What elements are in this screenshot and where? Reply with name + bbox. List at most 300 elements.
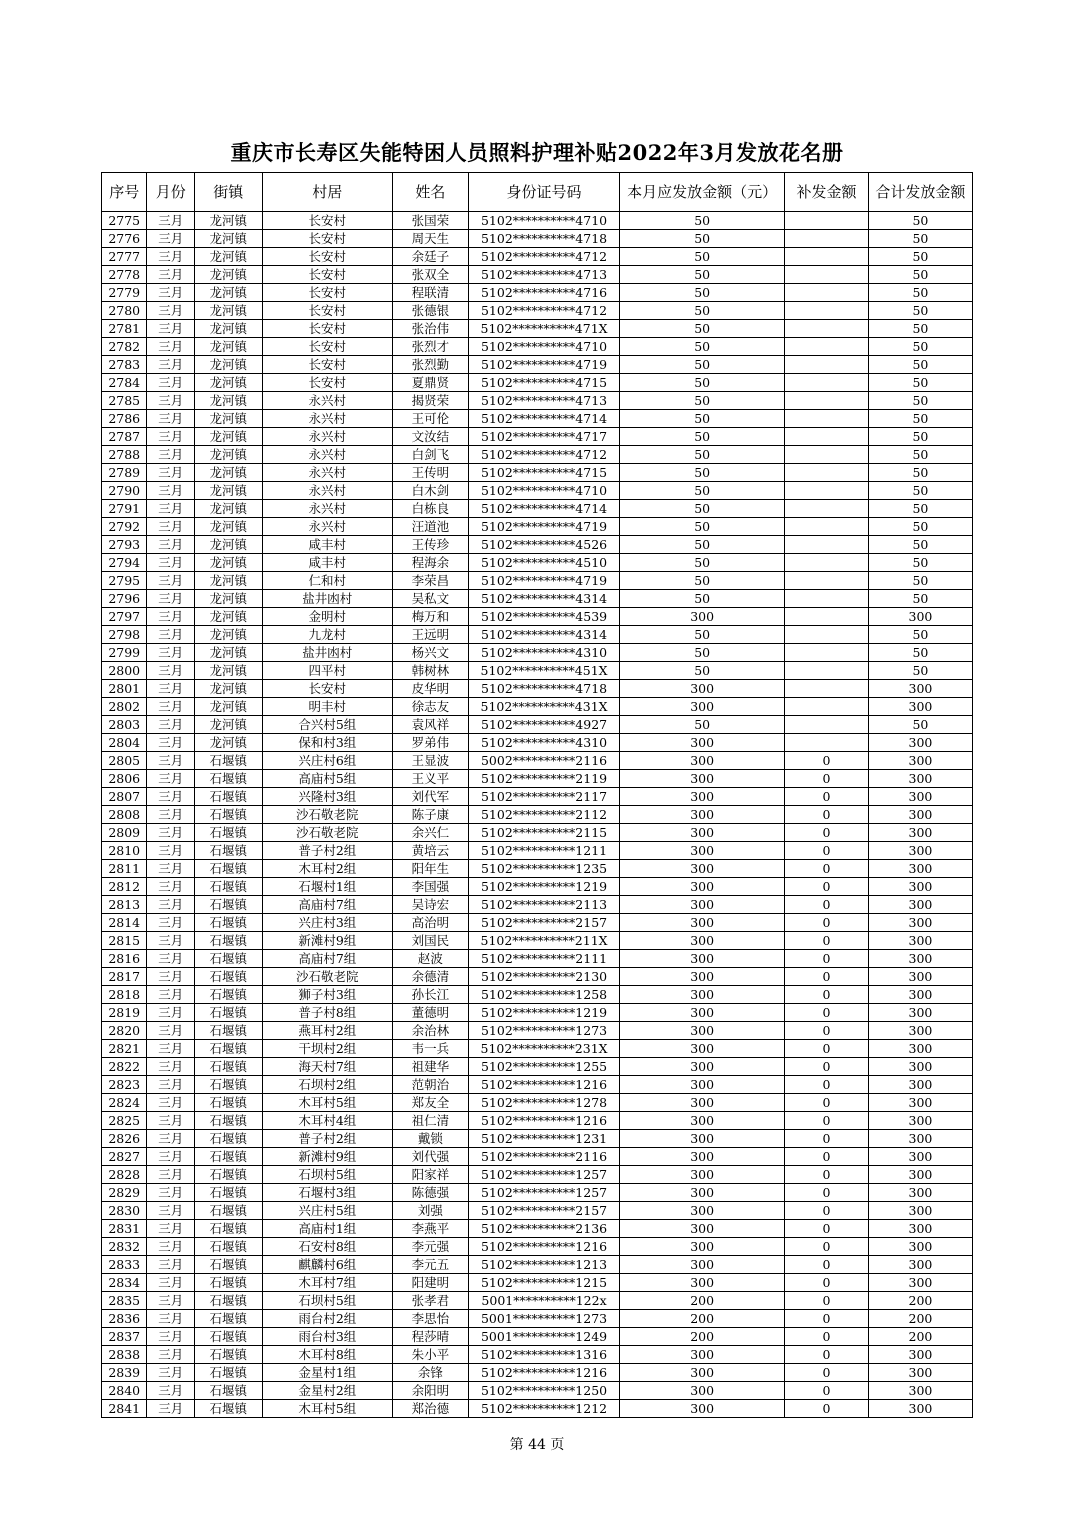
- cell-total: 50: [868, 626, 972, 644]
- cell-total: 50: [868, 410, 972, 428]
- cell-name: 余兴仁: [392, 824, 468, 842]
- cell-due: 300: [620, 1022, 785, 1040]
- cell-name: 白剑飞: [392, 446, 468, 464]
- cell-due: 50: [620, 302, 785, 320]
- cell-id: 5102**********4927: [468, 716, 620, 734]
- table-row: [102, 806, 973, 824]
- table-row: [102, 464, 973, 482]
- cell-village: 木耳村7组: [262, 1274, 392, 1292]
- cell-town: 石堰镇: [194, 1220, 262, 1238]
- cell-town: 龙河镇: [194, 320, 262, 338]
- cell-village: 木耳村4组: [262, 1112, 392, 1130]
- cell-seq: 2809: [102, 824, 147, 842]
- cell-name: 张烈才: [392, 338, 468, 356]
- cell-id: 5102**********1278: [468, 1094, 620, 1112]
- cell-town: 石堰镇: [194, 1328, 262, 1346]
- cell-seq: 2841: [102, 1400, 147, 1418]
- cell-due: 50: [620, 482, 785, 500]
- cell-id: 5102**********4714: [468, 410, 620, 428]
- cell-name: 祖仁清: [392, 1112, 468, 1130]
- cell-id: 5102**********4716: [468, 284, 620, 302]
- cell-total: 50: [868, 662, 972, 680]
- cell-total: 50: [868, 500, 972, 518]
- cell-village: 兴庄村5组: [262, 1202, 392, 1220]
- cell-town: 石堰镇: [194, 1400, 262, 1418]
- cell-due: 300: [620, 1274, 785, 1292]
- cell-id: 5102**********431X: [468, 698, 620, 716]
- cell-town: 龙河镇: [194, 518, 262, 536]
- cell-supplement: [785, 518, 869, 536]
- cell-due: 50: [620, 626, 785, 644]
- cell-due: 300: [620, 680, 785, 698]
- cell-seq: 2800: [102, 662, 147, 680]
- cell-due: 300: [620, 1130, 785, 1148]
- cell-month: 三月: [147, 1166, 194, 1184]
- cell-total: 300: [868, 608, 972, 626]
- cell-village: 永兴村: [262, 392, 392, 410]
- cell-name: 刘强: [392, 1202, 468, 1220]
- cell-id: 5102**********4310: [468, 734, 620, 752]
- table-row: [102, 212, 973, 230]
- cell-town: 龙河镇: [194, 356, 262, 374]
- cell-supplement: [785, 338, 869, 356]
- cell-village: 永兴村: [262, 464, 392, 482]
- cell-due: 50: [620, 392, 785, 410]
- cell-due: 50: [620, 464, 785, 482]
- cell-due: 50: [620, 536, 785, 554]
- cell-name: 李荣昌: [392, 572, 468, 590]
- cell-month: 三月: [147, 1346, 194, 1364]
- cell-id: 5102**********1215: [468, 1274, 620, 1292]
- cell-name: 皮华明: [392, 680, 468, 698]
- cell-name: 余廷子: [392, 248, 468, 266]
- cell-town: 龙河镇: [194, 266, 262, 284]
- cell-supplement: 0: [785, 770, 869, 788]
- table-row: [102, 500, 973, 518]
- cell-supplement: 0: [785, 1400, 869, 1418]
- cell-id: 5102**********1235: [468, 860, 620, 878]
- cell-month: 三月: [147, 302, 194, 320]
- cell-town: 石堰镇: [194, 1202, 262, 1220]
- table-row: [102, 1346, 973, 1364]
- cell-due: 300: [620, 932, 785, 950]
- cell-town: 龙河镇: [194, 302, 262, 320]
- cell-supplement: 0: [785, 1274, 869, 1292]
- cell-town: 石堰镇: [194, 752, 262, 770]
- cell-supplement: 0: [785, 1256, 869, 1274]
- cell-name: 刘国民: [392, 932, 468, 950]
- cell-due: 300: [620, 1058, 785, 1076]
- cell-town: 石堰镇: [194, 1058, 262, 1076]
- cell-village: 木耳村8组: [262, 1346, 392, 1364]
- cell-total: 50: [868, 284, 972, 302]
- cell-supplement: 0: [785, 1148, 869, 1166]
- cell-month: 三月: [147, 1202, 194, 1220]
- cell-town: 石堰镇: [194, 968, 262, 986]
- cell-name: 李燕平: [392, 1220, 468, 1238]
- cell-village: 仁和村: [262, 572, 392, 590]
- cell-town: 石堰镇: [194, 842, 262, 860]
- cell-due: 50: [620, 716, 785, 734]
- cell-name: 李国强: [392, 878, 468, 896]
- col-header-town: 街镇: [194, 173, 262, 212]
- table-row: [102, 320, 973, 338]
- cell-name: 罗弟伟: [392, 734, 468, 752]
- cell-name: 夏鼎贤: [392, 374, 468, 392]
- cell-name: 阳年生: [392, 860, 468, 878]
- cell-seq: 2817: [102, 968, 147, 986]
- cell-id: 5102**********451X: [468, 662, 620, 680]
- cell-supplement: [785, 320, 869, 338]
- cell-supplement: [785, 608, 869, 626]
- cell-name: 戴锁: [392, 1130, 468, 1148]
- cell-id: 5102**********4526: [468, 536, 620, 554]
- cell-due: 300: [620, 788, 785, 806]
- cell-supplement: [785, 734, 869, 752]
- cell-name: 周天生: [392, 230, 468, 248]
- cell-due: 300: [620, 1382, 785, 1400]
- table-row: [102, 1202, 973, 1220]
- table-row: [102, 986, 973, 1004]
- cell-name: 王远明: [392, 626, 468, 644]
- cell-id: 5102**********4314: [468, 626, 620, 644]
- col-header-total: 合计发放金额: [868, 173, 972, 212]
- cell-total: 50: [868, 374, 972, 392]
- cell-id: 5102**********1219: [468, 1004, 620, 1022]
- cell-total: 300: [868, 1094, 972, 1112]
- cell-id: 5002**********2116: [468, 752, 620, 770]
- cell-total: 300: [868, 1274, 972, 1292]
- cell-total: 300: [868, 842, 972, 860]
- cell-month: 三月: [147, 482, 194, 500]
- cell-town: 石堰镇: [194, 1274, 262, 1292]
- cell-total: 300: [868, 968, 972, 986]
- cell-due: 300: [620, 1364, 785, 1382]
- cell-seq: 2821: [102, 1040, 147, 1058]
- cell-total: 50: [868, 302, 972, 320]
- cell-village: 普子村8组: [262, 1004, 392, 1022]
- cell-total: 300: [868, 752, 972, 770]
- cell-seq: 2788: [102, 446, 147, 464]
- cell-due: 300: [620, 842, 785, 860]
- cell-supplement: [785, 626, 869, 644]
- cell-due: 50: [620, 554, 785, 572]
- cell-month: 三月: [147, 410, 194, 428]
- cell-name: 徐志友: [392, 698, 468, 716]
- cell-supplement: [785, 680, 869, 698]
- cell-village: 金明村: [262, 608, 392, 626]
- cell-month: 三月: [147, 1220, 194, 1238]
- table-row: [102, 644, 973, 662]
- cell-total: 300: [868, 914, 972, 932]
- table-row: [102, 1112, 973, 1130]
- cell-due: 300: [620, 1040, 785, 1058]
- cell-due: 300: [620, 734, 785, 752]
- cell-id: 5102**********4713: [468, 266, 620, 284]
- cell-due: 50: [620, 230, 785, 248]
- cell-month: 三月: [147, 536, 194, 554]
- cell-total: 300: [868, 680, 972, 698]
- cell-month: 三月: [147, 1292, 194, 1310]
- cell-month: 三月: [147, 266, 194, 284]
- table-body: [102, 212, 973, 1418]
- cell-total: 200: [868, 1328, 972, 1346]
- cell-seq: 2813: [102, 896, 147, 914]
- cell-id: 5102**********4718: [468, 680, 620, 698]
- cell-supplement: 0: [785, 806, 869, 824]
- cell-town: 龙河镇: [194, 644, 262, 662]
- cell-supplement: [785, 554, 869, 572]
- cell-id: 5102**********2119: [468, 770, 620, 788]
- cell-supplement: 0: [785, 1094, 869, 1112]
- cell-village: 金星村1组: [262, 1364, 392, 1382]
- table-row: [102, 1364, 973, 1382]
- cell-seq: 2837: [102, 1328, 147, 1346]
- cell-name: 高治明: [392, 914, 468, 932]
- cell-due: 300: [620, 1202, 785, 1220]
- cell-month: 三月: [147, 680, 194, 698]
- cell-month: 三月: [147, 788, 194, 806]
- cell-month: 三月: [147, 806, 194, 824]
- cell-town: 龙河镇: [194, 608, 262, 626]
- cell-due: 50: [620, 446, 785, 464]
- cell-month: 三月: [147, 212, 194, 230]
- cell-village: 燕耳村2组: [262, 1022, 392, 1040]
- table-row: [102, 1166, 973, 1184]
- cell-id: 5102**********4719: [468, 572, 620, 590]
- cell-id: 5102**********4712: [468, 446, 620, 464]
- cell-due: 300: [620, 914, 785, 932]
- cell-month: 三月: [147, 698, 194, 716]
- cell-name: 余阳明: [392, 1382, 468, 1400]
- cell-id: 5102**********4718: [468, 230, 620, 248]
- cell-seq: 2806: [102, 770, 147, 788]
- cell-town: 石堰镇: [194, 1094, 262, 1112]
- table-row: [102, 770, 973, 788]
- cell-month: 三月: [147, 770, 194, 788]
- cell-supplement: [785, 266, 869, 284]
- table-row: [102, 1328, 973, 1346]
- cell-total: 50: [868, 320, 972, 338]
- cell-id: 5102**********4712: [468, 248, 620, 266]
- cell-seq: 2781: [102, 320, 147, 338]
- cell-seq: 2782: [102, 338, 147, 356]
- cell-supplement: [785, 428, 869, 446]
- cell-seq: 2819: [102, 1004, 147, 1022]
- cell-id: 5102**********4713: [468, 392, 620, 410]
- cell-id: 5102**********4719: [468, 356, 620, 374]
- cell-due: 50: [620, 500, 785, 518]
- table-row: [102, 608, 973, 626]
- cell-seq: 2822: [102, 1058, 147, 1076]
- cell-town: 石堰镇: [194, 1004, 262, 1022]
- cell-due: 300: [620, 860, 785, 878]
- cell-id: 5102**********1250: [468, 1382, 620, 1400]
- cell-town: 龙河镇: [194, 734, 262, 752]
- cell-town: 龙河镇: [194, 212, 262, 230]
- cell-seq: 2805: [102, 752, 147, 770]
- cell-name: 余锋: [392, 1364, 468, 1382]
- cell-month: 三月: [147, 1382, 194, 1400]
- cell-village: 沙石敬老院: [262, 806, 392, 824]
- cell-town: 石堰镇: [194, 896, 262, 914]
- cell-total: 300: [868, 1004, 972, 1022]
- cell-due: 300: [620, 824, 785, 842]
- table-row: [102, 1382, 973, 1400]
- cell-supplement: 0: [785, 1130, 869, 1148]
- cell-supplement: [785, 500, 869, 518]
- col-header-village: 村居: [262, 173, 392, 212]
- cell-due: 50: [620, 266, 785, 284]
- cell-id: 5102**********1212: [468, 1400, 620, 1418]
- cell-town: 龙河镇: [194, 590, 262, 608]
- cell-village: 长安村: [262, 302, 392, 320]
- cell-village: 兴庄村6组: [262, 752, 392, 770]
- cell-total: 50: [868, 482, 972, 500]
- cell-village: 雨台村3组: [262, 1328, 392, 1346]
- cell-name: 朱小平: [392, 1346, 468, 1364]
- cell-month: 三月: [147, 860, 194, 878]
- cell-seq: 2807: [102, 788, 147, 806]
- cell-town: 石堰镇: [194, 986, 262, 1004]
- cell-total: 50: [868, 716, 972, 734]
- cell-town: 石堰镇: [194, 1256, 262, 1274]
- cell-id: 5102**********2112: [468, 806, 620, 824]
- cell-id: 5102**********1316: [468, 1346, 620, 1364]
- cell-total: 300: [868, 1058, 972, 1076]
- cell-village: 石坝村2组: [262, 1076, 392, 1094]
- cell-name: 王义平: [392, 770, 468, 788]
- cell-town: 石堰镇: [194, 1166, 262, 1184]
- cell-village: 兴隆村3组: [262, 788, 392, 806]
- cell-village: 高庙村1组: [262, 1220, 392, 1238]
- cell-town: 龙河镇: [194, 446, 262, 464]
- cell-due: 50: [620, 374, 785, 392]
- cell-month: 三月: [147, 1094, 194, 1112]
- table-row: [102, 716, 973, 734]
- cell-seq: 2783: [102, 356, 147, 374]
- col-header-id: 身份证号码: [468, 173, 620, 212]
- cell-seq: 2778: [102, 266, 147, 284]
- cell-town: 石堰镇: [194, 1346, 262, 1364]
- cell-month: 三月: [147, 1004, 194, 1022]
- cell-village: 沙石敬老院: [262, 824, 392, 842]
- cell-seq: 2787: [102, 428, 147, 446]
- cell-village: 沙石敬老院: [262, 968, 392, 986]
- cell-seq: 2827: [102, 1148, 147, 1166]
- cell-supplement: 0: [785, 1238, 869, 1256]
- cell-name: 黄培云: [392, 842, 468, 860]
- cell-village: 兴庄村3组: [262, 914, 392, 932]
- cell-due: 200: [620, 1328, 785, 1346]
- cell-village: 盐井凼村: [262, 644, 392, 662]
- cell-village: 合兴村5组: [262, 716, 392, 734]
- cell-village: 长安村: [262, 230, 392, 248]
- cell-supplement: [785, 212, 869, 230]
- cell-supplement: 0: [785, 824, 869, 842]
- table-row: [102, 1238, 973, 1256]
- cell-total: 300: [868, 1256, 972, 1274]
- cell-town: 石堰镇: [194, 788, 262, 806]
- cell-supplement: 0: [785, 842, 869, 860]
- cell-due: 50: [620, 572, 785, 590]
- cell-month: 三月: [147, 824, 194, 842]
- cell-town: 龙河镇: [194, 428, 262, 446]
- cell-month: 三月: [147, 554, 194, 572]
- cell-due: 50: [620, 320, 785, 338]
- cell-supplement: 0: [785, 1310, 869, 1328]
- cell-month: 三月: [147, 338, 194, 356]
- cell-supplement: [785, 482, 869, 500]
- cell-id: 5102**********1273: [468, 1022, 620, 1040]
- cell-id: 5102**********2130: [468, 968, 620, 986]
- cell-village: 石安村8组: [262, 1238, 392, 1256]
- cell-due: 300: [620, 1112, 785, 1130]
- col-header-seq: 序号: [102, 173, 147, 212]
- cell-id: 5001**********122x: [468, 1292, 620, 1310]
- cell-total: 300: [868, 698, 972, 716]
- cell-town: 龙河镇: [194, 554, 262, 572]
- cell-due: 50: [620, 248, 785, 266]
- cell-name: 张德银: [392, 302, 468, 320]
- cell-seq: 2798: [102, 626, 147, 644]
- cell-village: 长安村: [262, 266, 392, 284]
- table-row: [102, 536, 973, 554]
- cell-name: 张双全: [392, 266, 468, 284]
- cell-due: 50: [620, 662, 785, 680]
- cell-village: 永兴村: [262, 518, 392, 536]
- cell-village: 普子村2组: [262, 1130, 392, 1148]
- cell-village: 咸丰村: [262, 536, 392, 554]
- cell-due: 50: [620, 284, 785, 302]
- cell-seq: 2834: [102, 1274, 147, 1292]
- cell-name: 孙长江: [392, 986, 468, 1004]
- cell-id: 5102**********4712: [468, 302, 620, 320]
- cell-seq: 2818: [102, 986, 147, 1004]
- cell-total: 50: [868, 338, 972, 356]
- table-row: [102, 338, 973, 356]
- cell-village: 咸丰村: [262, 554, 392, 572]
- cell-id: 5102**********1216: [468, 1076, 620, 1094]
- cell-town: 石堰镇: [194, 1148, 262, 1166]
- cell-due: 300: [620, 1346, 785, 1364]
- cell-due: 50: [620, 428, 785, 446]
- cell-total: 50: [868, 554, 972, 572]
- table-row: [102, 824, 973, 842]
- cell-id: 5102**********4314: [468, 590, 620, 608]
- cell-supplement: [785, 572, 869, 590]
- cell-id: 5102**********1219: [468, 878, 620, 896]
- table-row: [102, 680, 973, 698]
- cell-village: 麒麟村6组: [262, 1256, 392, 1274]
- cell-seq: 2826: [102, 1130, 147, 1148]
- cell-village: 木耳村5组: [262, 1400, 392, 1418]
- cell-seq: 2794: [102, 554, 147, 572]
- cell-month: 三月: [147, 842, 194, 860]
- cell-id: 5001**********1249: [468, 1328, 620, 1346]
- cell-town: 石堰镇: [194, 1040, 262, 1058]
- table-row: [102, 1022, 973, 1040]
- cell-town: 石堰镇: [194, 1364, 262, 1382]
- cell-supplement: 0: [785, 1328, 869, 1346]
- cell-name: 陈德强: [392, 1184, 468, 1202]
- cell-month: 三月: [147, 518, 194, 536]
- cell-due: 50: [620, 356, 785, 374]
- cell-name: 张国荣: [392, 212, 468, 230]
- cell-id: 5102**********4719: [468, 518, 620, 536]
- cell-village: 石堰村3组: [262, 1184, 392, 1202]
- cell-due: 300: [620, 878, 785, 896]
